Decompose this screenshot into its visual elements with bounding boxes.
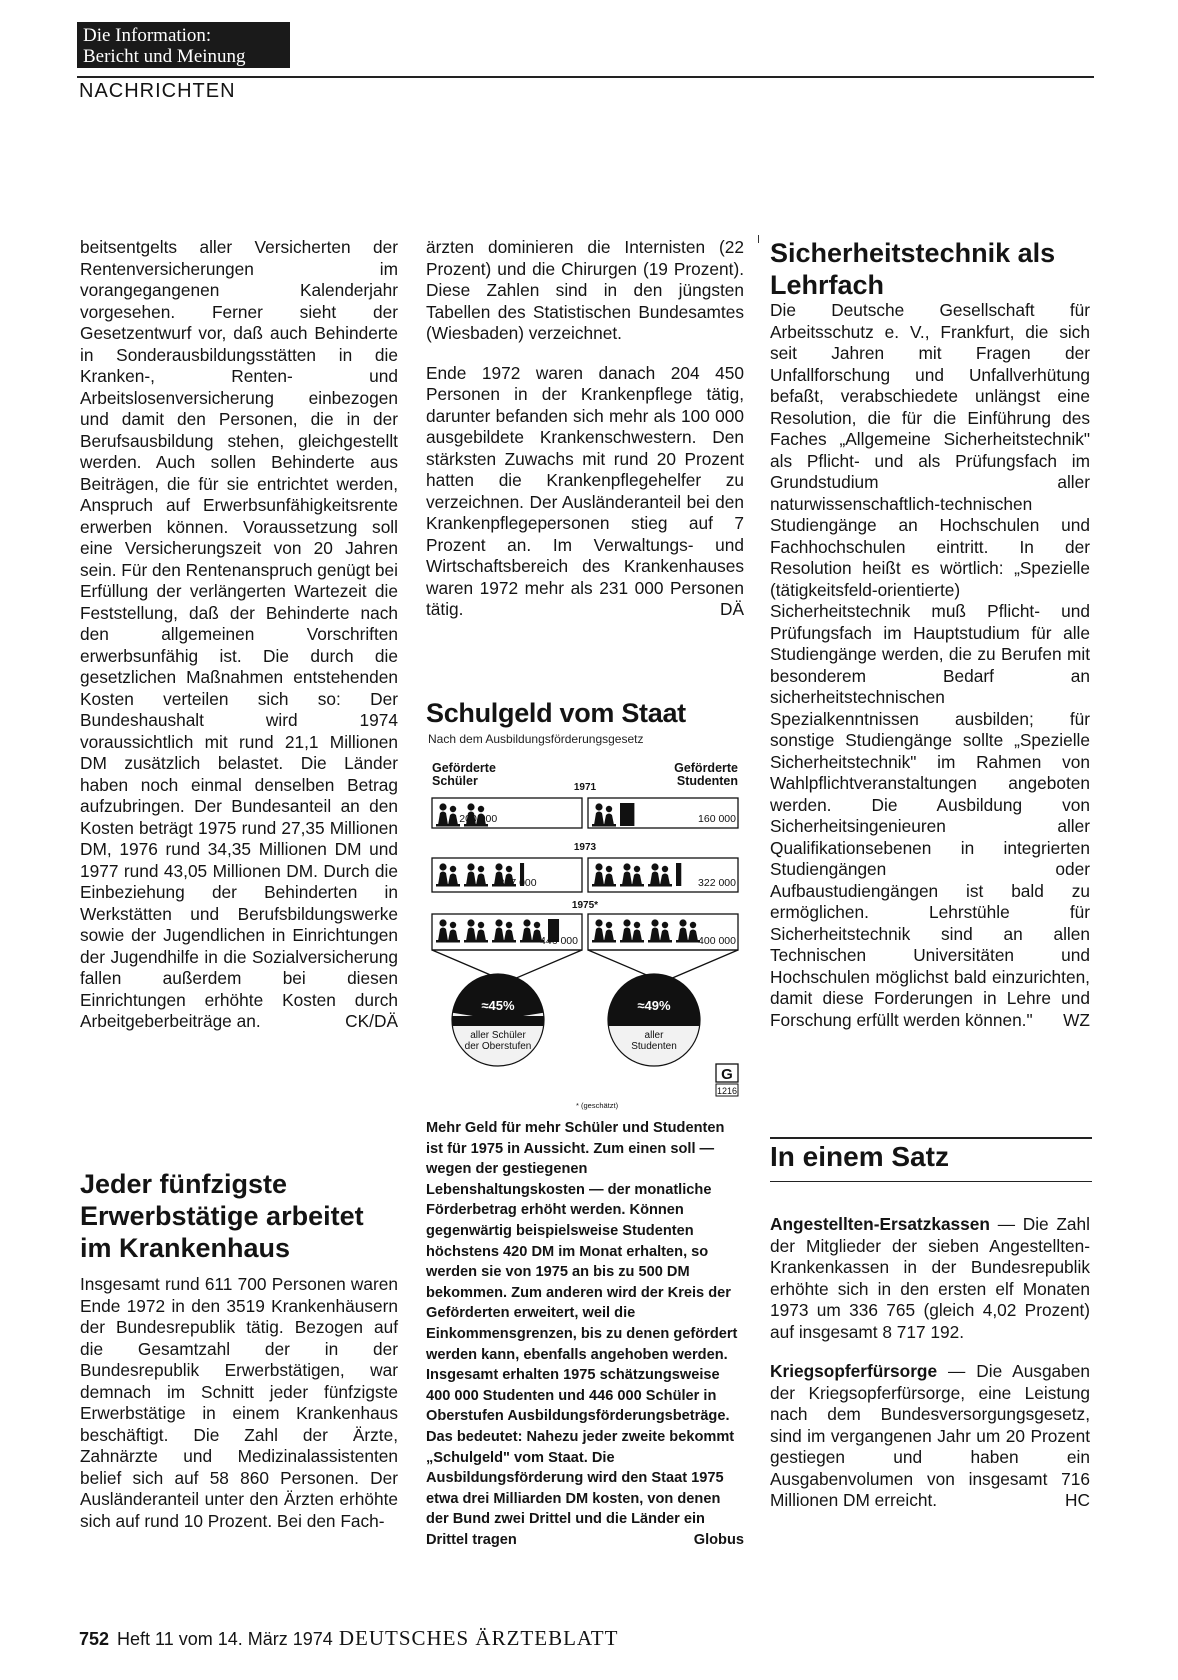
- schueler-value-label: 200 000: [459, 813, 498, 825]
- paragraph-1: ärzten dominieren die Internisten (22 Prozent) und die Chirurgen (19 Prozent). Diese Zahlen sind in den jüngsten Tabellen des Statistischen Bundesamtes (Wiesbaden) verzeichnet.: [426, 237, 744, 343]
- page-number: 752: [79, 1629, 110, 1649]
- right-label-line1: Geförderte: [674, 761, 738, 775]
- article-headline-sicherheit: Sicherheitstechnik als Lehrfach: [770, 238, 1056, 300]
- column-2-text: [426, 237, 744, 621]
- rubric-line-2: Bericht und Meinung: [83, 46, 246, 67]
- paragraph-2: Ende 1972 waren danach 204 450 Personen in der Krankenpflege tätig, darunter befanden sich mehr als 100 000 ausgebildete Krankenschwestern. Den stärksten Zuwachs mit rund 20 Prozent hatten die Krankenpflegehelfer zu verzeichnen. Der Ausländeranteil bei den Krankenpflegepersonen stieg auf 7 Prozent an. Im Verwaltungs- und Wirtschaftsbereich des Krankenhauses waren 1972 mehr als 231 000 Personen tätig.: [426, 362, 744, 619]
- satz-item-1: [770, 1214, 1090, 1343]
- pie-slice: [608, 974, 700, 1020]
- schueler-value-label: 317 000: [498, 877, 537, 889]
- page-footer: [79, 1626, 618, 1651]
- article-body-jeder: [80, 1274, 398, 1532]
- pie-text-line2: Studenten: [631, 1041, 677, 1052]
- year-label: 1973: [573, 842, 597, 853]
- article-body-sicherheit: [770, 300, 1090, 1031]
- right-label-line2: Studenten: [676, 774, 738, 788]
- rubric-line-1: Die Information:: [83, 25, 212, 46]
- satz-item-2-title: Kriegsopferfürsorge: [770, 1361, 938, 1381]
- left-label-line2: Schüler: [432, 774, 478, 788]
- magazine-title: DEUTSCHES ÄRZTEBLATT: [338, 1626, 619, 1650]
- studenten-value-label: 160 000: [698, 813, 736, 825]
- caption-text: Mehr Geld für mehr Schüler und Studenten ist für 1975 in Aussicht. Zum einen soll — wegen der gestiegenen Lebenshaltungskosten — der monatliche Förderbetrag erhöht werden. Können gegenwärtig beispielsweise Studenten höchstens 420 DM im Monat erhalten, so werden sie von 1975 an bis zu 500 DM bekommen. Zum anderen wird der Kreis der Geförderten erweitert, weil die Einkommensgrenzen, bis zu denen gefördert werden kann, ebenfalls angehoben werden. Insgesamt erhalten 1975 schätzungsweise 400 000 Studenten und 446 000 Schüler in Oberstufen Ausbildungsförderungsbeträge. Das bedeutet: Nahezu jeder zweite bekommt „Schulgeld" vom Staat. Die Ausbildungsförderung wird den Staat 1975 etwa drei Milliarden DM kosten, von denen der Bund zwei Drittel und die Länder ein Drittel tragen: [426, 1120, 738, 1548]
- author-signature: CK/DÄ: [345, 1011, 398, 1031]
- author-signature: WZ: [1063, 1009, 1090, 1030]
- pie-percent-label: ≈49%: [637, 998, 671, 1013]
- satz-item-1-text: — Die Zahl der Mitglieder der sieben Angestellten-Krankenkassen in der Bundesrepublik erhöhte sich in den ersten elf Monaten 1973 um 336 765 (gleich 4,02 Prozent) auf insgesamt 8 717 192.: [770, 1214, 1090, 1342]
- pie-band: [608, 1016, 700, 1026]
- studenten-icon: [592, 919, 616, 942]
- satz-headline: In einem Satz: [770, 1141, 949, 1172]
- article-headline-jeder: Jeder fünfzigste Erwerbstätige arbeitet im Krankenhaus: [80, 1169, 364, 1263]
- pie-text-line1: aller: [644, 1030, 664, 1041]
- pie-text-line1: aller Schüler: [470, 1030, 526, 1041]
- studenten-partial-icon: [620, 803, 634, 826]
- year-label: 1971: [573, 782, 597, 793]
- infographic-caption: [426, 1118, 744, 1550]
- rubric-badge: [77, 22, 290, 68]
- globus-number: 1216: [716, 1086, 738, 1096]
- behinderte-article-text: beitsentgelts aller Versicherten der Rentenversicherungen im vorangegangenen Kalenderjahr vorgesehen. Ferner sieht der Gesetzentwurf vor, daß auch Behinderte in Sonderausbildungsstätten in die Kranken-, Renten- und Arbeitslosenversicherung einbezogen und damit den Personen, die in der Berufsausbildung stehen, gleichgestellt werden. Auch sollen Behinderte aus Beiträgen, die für sie entrichtet werden, Anspruch auf Erwerbsunfähigkeitsrente erwerben können. Voraussetzung soll eine Versicherungszeit von 20 Jahren sein. Für den Rentenanspruch genügt bei Erfüllung der verlängerten Wartezeit die Feststellung, daß der Behinderte nach den allgemeinen Vorschriften erwerbsunfähig ist. Die durch die gesetzlichen Maßnahmen entstehenden Kosten verteilen sich so: Der Bundeshaushalt wird 1974 voraussichtlich mit rund 21,1 Millionen DM zusätzlich belastet. Die Länder haben noch einmal denselben Betrag aufzubringen. Der Bundesanteil an den Kosten beträgt 1975 rund 27,35 Millionen DM, 1976 rund 34,35 Millionen DM und 1977 rund 43,05 Millionen DM. Durch die Einbeziehung der Behinderten in Werkstätten und Berufsbildungswerke sowie der Jugendlichen in Einrichtungen der Jugendhilfe in die Sozialversicherung fallen außerdem bei diesen Einrichtungen erhöhte Kosten durch Arbeitgeberbeiträge an.: [80, 237, 398, 1031]
- year-label: 1975*: [571, 900, 599, 911]
- satz-body: [770, 1214, 1090, 1512]
- studenten-icon: [620, 863, 644, 886]
- pie-percent-label: ≈45%: [481, 998, 515, 1013]
- satz-item-2: [770, 1361, 1090, 1512]
- column-1-continued-text: [80, 237, 398, 1033]
- issue-info: Heft 11 vom 14. März 1974: [117, 1629, 333, 1649]
- section-label: NACHRICHTEN: [79, 80, 236, 102]
- studenten-icon: [592, 803, 616, 826]
- pie-band: [452, 1016, 544, 1026]
- studenten-value-label: 400 000: [698, 935, 736, 947]
- header-rule: [77, 76, 1094, 78]
- article-text: Die Deutsche Gesellschaft für Arbeitsschutz e. V., Frankfurt, die sich seit Jahren mit Fragen der Unfallforschung und Unfallverhütung befaßt, verabschiedete unlängst eine Resolution, die für die Einführung des Faches „Allgemeine Sicherheitstechnik" als Pflicht- und als Prüfungsfach im Grundstudium aller naturwissenschaftlich-technischen Studiengänge an Hochschulen und Fachhochschulen eintritt. In der Resolution heißt es wörtlich: „Spezielle (tätigkeitsfeld-orientierte) Sicherheitstechnik muß Pflicht- und Prüfungsfach im Hauptstudium für alle Studiengänge werden, die zu Berufen mit besonderem Bedarf an sicherheitstechnischen Spezialkenntnissen ausbilden; für sonstige Studiengänge sollte „Spezielle Sicherheitstechnik" im Rahmen von Wahlpflichtveranstaltungen angeboten werden. Die Ausbildung von Sicherheitsingenieuren aller Qualifikationsebenen in integrierten Studiengängen oder Aufbaustudiengängen ist bald zu ermöglichen. Lehrstühle für Sicherheitstechnik sind an allen Technischen Universitäten und Hochschulen möglichst bald einzurichten, damit diese Forderungen in Lehre und Forschung erfüllt werden können.": [770, 300, 1090, 1030]
- globus-logo-letter: G: [721, 1066, 733, 1083]
- studenten-partial-icon: [676, 863, 681, 886]
- pie-slice: [453, 974, 544, 1020]
- pie-text-line2: der Oberstufen: [464, 1041, 532, 1052]
- studenten-value-label: 322 000: [698, 877, 736, 889]
- author-signature: HC: [1065, 1490, 1090, 1510]
- satz-bottom-rule: [770, 1181, 1092, 1182]
- satz-top-rule: [770, 1137, 1092, 1139]
- studenten-icon: [676, 919, 700, 942]
- satz-item-2-text: — Die Ausgaben der Kriegsopferfürsorge, eine Leistung nach dem Bundesversorgungsgesetz, sind im vergangenen Jahr um 20 Prozent gestiegen und haben ein Ausgabenvolumen von insgesamt 716 Millionen DM erreicht.: [770, 1361, 1090, 1510]
- studenten-icon: [620, 919, 644, 942]
- author-signature: DÄ: [719, 599, 744, 619]
- schueler-value-label: 446 000: [540, 935, 578, 947]
- infographic-subtitle: Nach dem Ausbildungsförderungsgesetz: [428, 732, 644, 746]
- schueler-icon: [492, 919, 516, 942]
- studenten-icon: [592, 863, 616, 886]
- caption-source: Globus: [693, 1531, 744, 1548]
- infographic-headline: Schulgeld vom Staat: [426, 698, 686, 728]
- schueler-icon: [436, 919, 460, 942]
- footnote: * (geschätzt): [576, 1101, 619, 1110]
- schueler-icon: [464, 919, 488, 942]
- satz-item-1-title: Angestellten-Ersatzkassen: [770, 1214, 990, 1234]
- studenten-icon: [648, 919, 672, 942]
- schulgeld-infographic: [426, 752, 744, 1114]
- article-text: Insgesamt rund 611 700 Personen waren Ende 1972 in den 3519 Krankenhäusern der Bundesrepublik tätig. Bezogen auf die Gesamtzahl der in der Bundesrepublik Erwerbstätigen, war demnach im Schnitt jeder fünfzigste Erwerbstätige in einem Krankenhaus beschäftigt. Die Zahl der Ärzte, Zahnärzte und Medizinalassistenten belief sich auf 58 860 Personen. Der Ausländeranteil unter den Ärzten erhöhte sich auf rund 10 Prozent. Bei den Fach-: [80, 1274, 398, 1531]
- left-label-line1: Geförderte: [432, 761, 496, 775]
- studenten-icon: [648, 863, 672, 886]
- schueler-icon: [464, 863, 488, 886]
- schueler-icon: [436, 863, 460, 886]
- column-marker: [758, 235, 759, 243]
- schueler-icon: [436, 803, 460, 826]
